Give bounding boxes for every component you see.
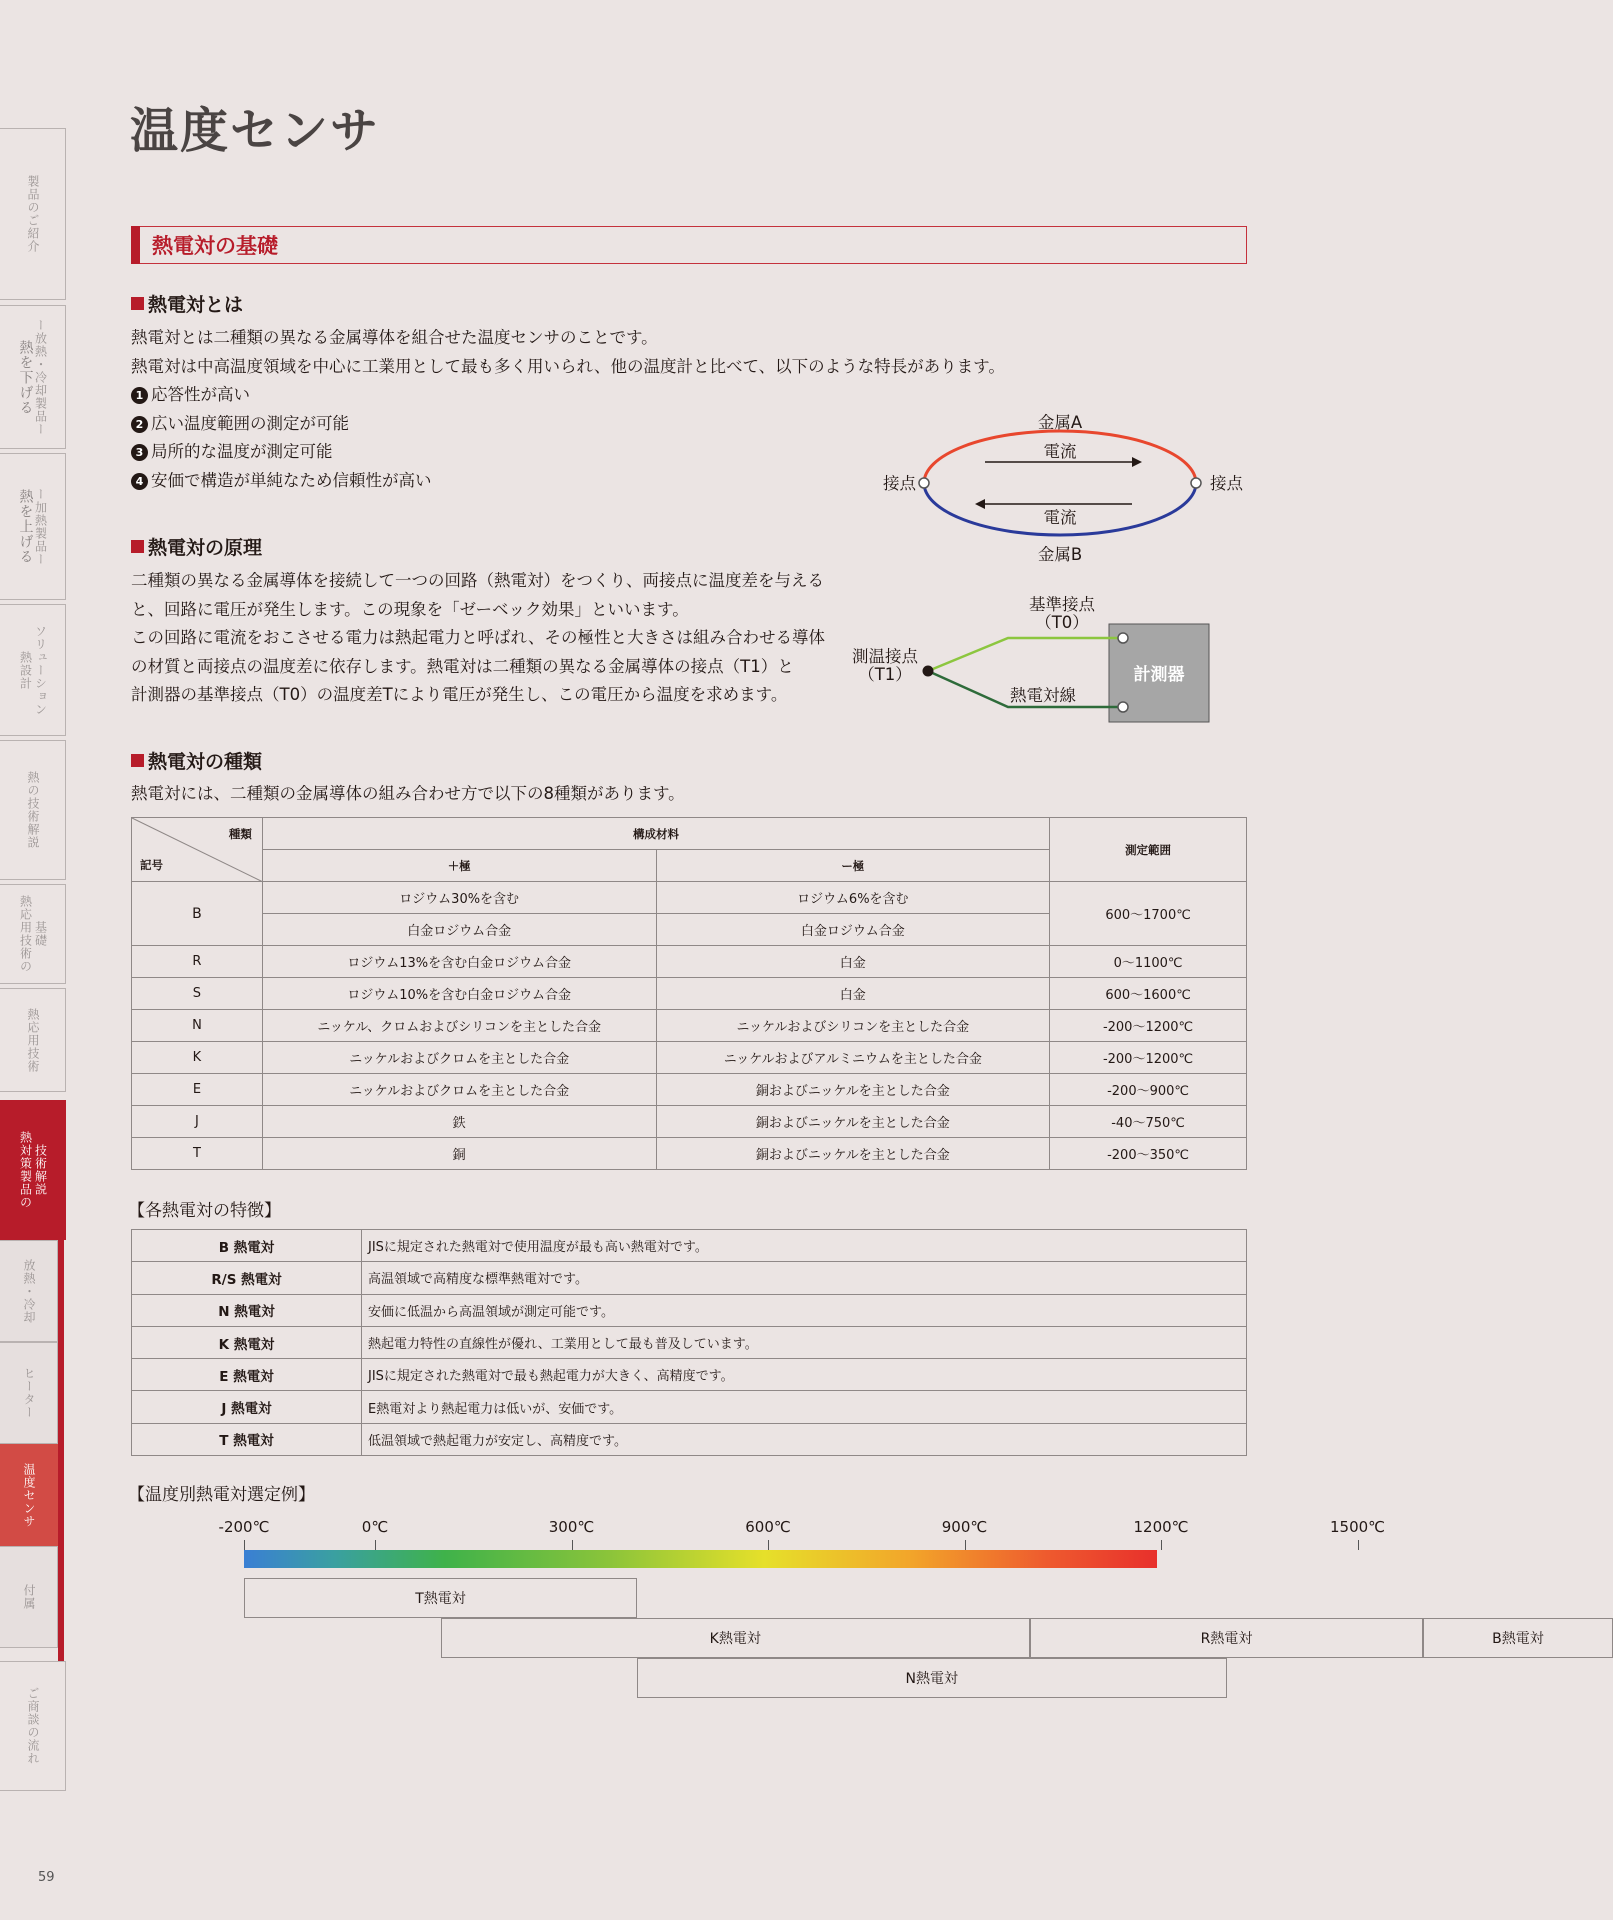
diagonal-header-cell	[132, 818, 263, 882]
symbol-cell: K	[132, 1042, 263, 1074]
section-header-bar	[131, 226, 140, 264]
axis-tick	[572, 1540, 573, 1550]
thermocouple-range-box: R熱電対	[1030, 1618, 1423, 1658]
range-cell: -200〜350℃	[1050, 1138, 1247, 1170]
tick-label: 1500℃	[1329, 1518, 1386, 1536]
left-junction-icon	[919, 478, 929, 488]
reference-junction-symbol: （T0）	[1035, 613, 1089, 632]
minus-cell: 銅およびニッケルを主とした合金	[656, 1106, 1050, 1138]
page-number: 59	[38, 1870, 55, 1885]
metal-b-label: 金属B	[1037, 545, 1083, 564]
tab-product-intro[interactable]	[0, 128, 66, 300]
header-kind: 種類	[228, 827, 252, 841]
feature-item	[131, 438, 432, 467]
page-title: 温度センサ	[130, 103, 381, 159]
tick-label: 900℃	[941, 1518, 988, 1536]
table-row	[132, 1391, 1247, 1423]
tab-label: ご商談の流れ	[26, 1687, 40, 1765]
tab-thermal-design[interactable]	[0, 604, 66, 736]
minus-cell: 銅およびニッケルを主とした合金	[656, 1074, 1050, 1106]
type-name-cell: B 熱電対	[132, 1230, 362, 1262]
feature-item	[131, 467, 432, 496]
table-row	[132, 1359, 1247, 1391]
minus-cell: 銅およびニッケルを主とした合金	[656, 1138, 1050, 1170]
arrow-head-icon	[1132, 457, 1142, 467]
description-cell: 低温領域で熱起電力が安定し、高精度です。	[362, 1423, 1247, 1455]
table-row	[132, 1294, 1247, 1326]
symbol-cell: N	[132, 1010, 263, 1042]
wire-label: 熱電対線	[1010, 686, 1076, 705]
table-row	[132, 978, 1247, 1010]
minus-cell: 白金ロジウム合金	[656, 914, 1050, 946]
tab-applied-tech[interactable]	[0, 988, 66, 1092]
current-top-label: 電流	[1043, 442, 1077, 461]
range-cell: -200〜900℃	[1050, 1074, 1247, 1106]
range-cell: -40〜750℃	[1050, 1106, 1247, 1138]
tab-label-sub: ー放熱・冷却製品ー	[33, 318, 48, 436]
subheading-text: 熱電対の原理	[148, 537, 263, 559]
reference-terminal-icon	[1118, 633, 1128, 643]
table-row	[132, 946, 1247, 978]
subheading-principle	[131, 533, 262, 560]
tab-heater[interactable]	[0, 1342, 58, 1444]
feature-item	[131, 410, 432, 439]
tab-label-main: 熱を下げる	[17, 339, 34, 415]
feature-text: 広い温度範囲の測定が可能	[151, 413, 349, 433]
tab-accessories[interactable]	[0, 1546, 58, 1648]
symbol-cell: S	[132, 978, 263, 1010]
plus-cell: 銅	[262, 1138, 656, 1170]
table-row	[132, 882, 1247, 914]
right-junction-label: 接点	[1210, 474, 1243, 493]
subheading-text: 熱電対とは	[148, 294, 244, 316]
tab-label: 熱の技術解説	[26, 771, 40, 849]
minus-cell: ニッケルおよびシリコンを主とした合金	[656, 1010, 1050, 1042]
tab-label: 放熱・冷却	[22, 1258, 36, 1324]
tab-label: 熱応用技術	[26, 1007, 40, 1073]
selection-heading: 【温度別熱電対選定例】	[128, 1485, 315, 1505]
header-material: 構成材料	[262, 818, 1049, 850]
paragraph-line: の材質と両接点の温度差に依存します。熱電対は二種類の異なる金属導体の接点（T1）と	[131, 656, 794, 676]
current-bottom-label: 電流	[1043, 508, 1077, 527]
tick-label: 0℃	[361, 1518, 389, 1536]
description-cell: JISに規定された熱電対で最も熱起電力が大きく、高精度です。	[362, 1359, 1247, 1391]
subheading-text: 熱電対の種類	[148, 751, 263, 773]
paragraph-line: 熱電対とは二種類の異なる金属導体を組合せた温度センサのことです。	[131, 328, 658, 347]
type-name-cell: T 熱電対	[132, 1423, 362, 1455]
axis-tick	[1358, 1540, 1359, 1550]
meter-label: 計測器	[1133, 665, 1185, 685]
plus-cell: ロジウム30%を含む	[262, 882, 656, 914]
range-cell: -200〜1200℃	[1050, 1042, 1247, 1074]
tab-label-sub: ー加熱製品ー	[33, 487, 48, 566]
paragraph-line: と、回路に電圧が発生します。この現象を「ゼーベック効果」といいます。	[131, 599, 689, 619]
header-range: 測定範囲	[1050, 818, 1247, 882]
range-cell: 600〜1700℃	[1050, 882, 1247, 946]
measuring-junction-symbol: （T1）	[858, 665, 912, 684]
header-symbol: 記号	[140, 858, 163, 872]
plus-cell: ニッケルおよびクロムを主とした合金	[262, 1042, 656, 1074]
table-row	[132, 1326, 1247, 1358]
range-cell: -200〜1200℃	[1050, 1010, 1247, 1042]
feature-text: 局所的な温度が測定可能	[151, 442, 333, 461]
tick-label: -200℃	[218, 1518, 270, 1536]
header-minus: ー極	[656, 850, 1050, 882]
type-name-cell: J 熱電対	[132, 1391, 362, 1423]
feature-item	[131, 381, 432, 410]
tab-label-main: 熱を上げる	[17, 489, 34, 564]
principle-text	[131, 567, 851, 710]
tab-business-flow[interactable]	[0, 1661, 66, 1791]
types-intro: 熱電対には、二種類の金属導体の組み合わせ方で以下の8種類があります。	[131, 784, 685, 803]
number-2-icon: 2	[131, 416, 148, 433]
tick-label: 300℃	[548, 1518, 595, 1536]
tab-label-main: 熱対策製品の	[18, 1131, 33, 1209]
table-row	[132, 1042, 1247, 1074]
tab-label: 付属	[22, 1584, 36, 1610]
minus-cell: 白金	[656, 978, 1050, 1010]
paragraph-line: 熱電対は中高温度領域を中心に工業用として最も多く用いられ、他の温度計と比べて、以下のような特長があります。	[131, 356, 1005, 376]
table-row	[132, 1010, 1247, 1042]
tab-heating-products[interactable]	[0, 453, 66, 600]
temperature-gradient-bar	[244, 1550, 1157, 1568]
square-bullet-icon	[131, 754, 144, 767]
right-junction-icon	[1191, 478, 1201, 488]
tab-thermal-tech[interactable]	[0, 740, 66, 880]
left-junction-label: 接点	[883, 474, 916, 493]
feature-text: 応答性が高い	[151, 385, 250, 404]
feature-text: 安価で構造が単純なため信頼性が高い	[151, 470, 432, 490]
what-is-text	[131, 324, 1231, 381]
description-cell: 熱起電力特性の直線性が優れ、工業用として最も普及しています。	[362, 1326, 1247, 1358]
characteristics-heading: 【各熱電対の特徴】	[128, 1201, 281, 1221]
table-row	[132, 1074, 1247, 1106]
subheading-what-is	[131, 290, 243, 317]
tick-label: 600℃	[745, 1518, 791, 1536]
minus-cell: ロジウム6%を含む	[656, 882, 1050, 914]
metal-a-label: 金属A	[1037, 413, 1083, 432]
axis-tick	[244, 1540, 245, 1550]
tab-cooling-products[interactable]	[0, 305, 66, 449]
type-name-cell: E 熱電対	[132, 1359, 362, 1391]
description-cell: 高温領域で高精度な標準熱電対です。	[362, 1262, 1247, 1294]
plus-cell: 鉄	[262, 1106, 656, 1138]
table-row	[132, 1262, 1247, 1294]
axis-tick	[965, 1540, 966, 1550]
section-header	[131, 226, 1247, 264]
tab-applied-basics[interactable]	[0, 884, 66, 984]
axis-tick	[1161, 1540, 1162, 1550]
type-name-cell: K 熱電対	[132, 1326, 362, 1358]
type-name-cell: N 熱電対	[132, 1294, 362, 1326]
symbol-cell: R	[132, 946, 263, 978]
tab-label-main: 熱設計	[18, 650, 33, 690]
minus-cell: 白金	[656, 946, 1050, 978]
tab-label: 温度センサ	[22, 1462, 36, 1528]
table-row	[132, 1423, 1247, 1455]
subheading-types	[131, 747, 262, 774]
number-1-icon: 1	[131, 387, 148, 404]
tab-label-main: 熱応用技術の	[18, 895, 33, 973]
reference-junction-label: 基準接点	[1029, 595, 1095, 614]
plus-cell: ニッケルおよびクロムを主とした合金	[262, 1074, 656, 1106]
section-header-text: 熱電対の基礎	[152, 234, 278, 258]
thermocouple-range-box: N熱電対	[637, 1658, 1227, 1698]
symbol-cell: E	[132, 1074, 263, 1106]
tab-label-sub: 技術解説	[33, 1144, 48, 1196]
thermocouple-loop-diagram	[870, 405, 1260, 575]
square-bullet-icon	[131, 540, 144, 553]
type-name-cell: R/S 熱電対	[132, 1262, 362, 1294]
paragraph-line: この回路に電流をおこさせる電力は熱起電力と呼ばれ、その極性と大きさは組み合わせる導体	[131, 628, 825, 647]
header-plus: ＋極	[262, 850, 656, 882]
characteristics-table	[131, 1229, 1247, 1456]
table-row	[132, 1106, 1247, 1138]
measuring-junction-label: 測温接点	[852, 647, 918, 666]
arrow-head-icon	[975, 499, 985, 509]
thermocouple-meter-diagram	[840, 590, 1220, 730]
thermocouple-types-table	[131, 817, 1247, 1170]
symbol-cell: T	[132, 1138, 263, 1170]
tab-label: 製品のご紹介	[26, 175, 40, 253]
axis-tick	[375, 1540, 376, 1550]
range-cell: 600〜1600℃	[1050, 978, 1247, 1010]
plus-cell: ロジウム10%を含む白金ロジウム合金	[262, 978, 656, 1010]
thermocouple-range-box: B熱電対	[1423, 1618, 1613, 1658]
symbol-cell: J	[132, 1106, 263, 1138]
tab-label: ヒーター	[22, 1367, 36, 1419]
symbol-cell: B	[132, 882, 263, 946]
range-cell: 0〜1100℃	[1050, 946, 1247, 978]
tick-label: 1200℃	[1133, 1518, 1189, 1536]
table-row	[132, 1230, 1247, 1262]
table-row	[132, 1138, 1247, 1170]
plus-wire	[928, 638, 1123, 671]
tab-countermeasure-products[interactable]	[0, 1100, 66, 1240]
plus-cell: 白金ロジウム合金	[262, 914, 656, 946]
square-bullet-icon	[131, 297, 144, 310]
description-cell: 安価に低温から高温領域が測定可能です。	[362, 1294, 1247, 1326]
minus-cell: ニッケルおよびアルミニウムを主とした合金	[656, 1042, 1050, 1074]
description-cell: E熱電対より熱起電力は低いが、安価です。	[362, 1391, 1247, 1423]
tab-label-sub: 基礎	[33, 921, 48, 947]
reference-terminal-icon	[1118, 702, 1128, 712]
measuring-junction-icon	[923, 666, 934, 677]
number-4-icon: 4	[131, 473, 148, 490]
description-cell: JISに規定された熱電対で使用温度が最も高い熱電対です。	[362, 1230, 1247, 1262]
tab-temperature-sensor[interactable]	[0, 1444, 58, 1546]
thermocouple-range-box: T熱電対	[244, 1578, 637, 1618]
plus-cell: ロジウム13%を含む白金ロジウム合金	[262, 946, 656, 978]
paragraph-line: 計測器の基準接点（T0）の温度差Tにより電圧が発生し、この電圧から温度を求めます。	[131, 685, 788, 704]
thermocouple-range-box: K熱電対	[441, 1618, 1031, 1658]
paragraph-line: 二種類の異なる金属導体を接続して一つの回路（熱電対）をつくり、両接点に温度差を与える	[131, 571, 824, 590]
number-3-icon: 3	[131, 444, 148, 461]
tab-label-sub: ソリューション	[33, 624, 48, 716]
tab-cooling[interactable]	[0, 1240, 58, 1342]
axis-tick	[768, 1540, 769, 1550]
plus-cell: ニッケル、クロムおよびシリコンを主とした合金	[262, 1010, 656, 1042]
feature-list	[131, 381, 432, 495]
table-header-row	[132, 818, 1247, 850]
